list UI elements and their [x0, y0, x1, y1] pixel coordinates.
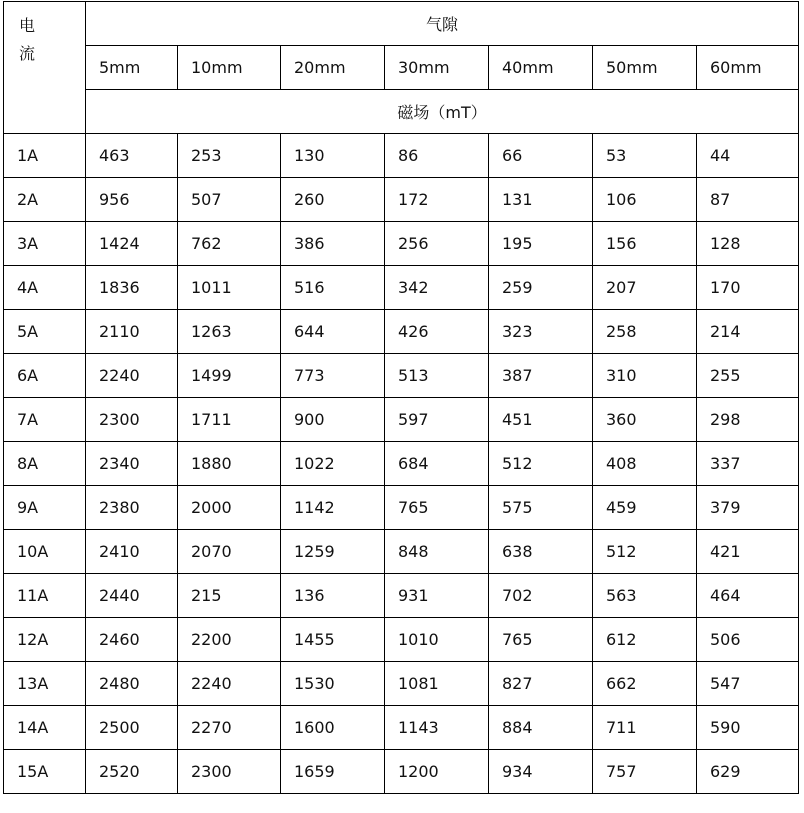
table-row	[4, 398, 799, 442]
field-value-cell: 53	[593, 134, 697, 178]
field-value-cell: 451	[489, 398, 593, 442]
field-value-cell: 1142	[281, 486, 385, 530]
table-row	[4, 354, 799, 398]
field-value-cell: 884	[489, 706, 593, 750]
gap-value-header: 60mm	[697, 46, 799, 90]
field-value-cell: 1263	[178, 310, 281, 354]
field-value-cell: 421	[697, 530, 799, 574]
field-value-cell: 597	[385, 398, 489, 442]
field-value-cell: 259	[489, 266, 593, 310]
table-row	[4, 662, 799, 706]
field-value-cell: 612	[593, 618, 697, 662]
field-value-cell: 156	[593, 222, 697, 266]
field-value-cell: 711	[593, 706, 697, 750]
table-row	[4, 310, 799, 354]
field-value-cell: 1259	[281, 530, 385, 574]
current-cell: 2A	[4, 178, 86, 222]
field-value-cell: 2270	[178, 706, 281, 750]
table-row	[4, 574, 799, 618]
field-value-cell: 44	[697, 134, 799, 178]
current-cell: 7A	[4, 398, 86, 442]
field-value-cell: 547	[697, 662, 799, 706]
field-value-cell: 1081	[385, 662, 489, 706]
field-value-cell: 1455	[281, 618, 385, 662]
field-value-cell: 66	[489, 134, 593, 178]
field-value-cell: 2520	[86, 750, 178, 794]
field-value-cell: 337	[697, 442, 799, 486]
gap-value-header: 30mm	[385, 46, 489, 90]
field-value-cell: 2110	[86, 310, 178, 354]
current-cell: 5A	[4, 310, 86, 354]
field-value-cell: 1200	[385, 750, 489, 794]
field-value-cell: 2460	[86, 618, 178, 662]
field-value-cell: 1022	[281, 442, 385, 486]
field-value-cell: 2240	[178, 662, 281, 706]
field-value-cell: 342	[385, 266, 489, 310]
field-value-cell: 644	[281, 310, 385, 354]
current-cell: 13A	[4, 662, 86, 706]
current-cell: 12A	[4, 618, 86, 662]
field-header: 磁场（mT）	[86, 90, 799, 134]
field-value-cell: 1499	[178, 354, 281, 398]
header-row-gap	[4, 2, 799, 46]
field-value-cell: 506	[697, 618, 799, 662]
field-value-cell: 2240	[86, 354, 178, 398]
field-value-cell: 773	[281, 354, 385, 398]
current-cell: 11A	[4, 574, 86, 618]
field-value-cell: 702	[489, 574, 593, 618]
field-value-cell: 86	[385, 134, 489, 178]
field-value-cell: 757	[593, 750, 697, 794]
field-value-cell: 195	[489, 222, 593, 266]
current-cell: 9A	[4, 486, 86, 530]
field-value-cell: 379	[697, 486, 799, 530]
field-value-cell: 1659	[281, 750, 385, 794]
field-value-cell: 128	[697, 222, 799, 266]
field-value-cell: 848	[385, 530, 489, 574]
gap-value-header: 20mm	[281, 46, 385, 90]
field-value-cell: 298	[697, 398, 799, 442]
current-cell: 10A	[4, 530, 86, 574]
current-label-char: 电	[19, 16, 36, 35]
field-value-cell: 1711	[178, 398, 281, 442]
field-value-cell: 172	[385, 178, 489, 222]
field-value-cell: 136	[281, 574, 385, 618]
field-value-cell: 2300	[178, 750, 281, 794]
current-label-char: 流	[19, 44, 36, 63]
gap-value-header: 5mm	[86, 46, 178, 90]
current-cell: 4A	[4, 266, 86, 310]
field-value-cell: 2440	[86, 574, 178, 618]
field-value-cell: 408	[593, 442, 697, 486]
field-value-cell: 1530	[281, 662, 385, 706]
field-value-cell: 1424	[86, 222, 178, 266]
field-value-cell: 762	[178, 222, 281, 266]
current-cell: 1A	[4, 134, 86, 178]
field-value-cell: 1143	[385, 706, 489, 750]
magnetic-field-table	[3, 1, 799, 794]
field-value-cell: 2000	[178, 486, 281, 530]
field-value-cell: 386	[281, 222, 385, 266]
table-row	[4, 442, 799, 486]
field-value-cell: 513	[385, 354, 489, 398]
field-value-cell: 765	[385, 486, 489, 530]
field-value-cell: 170	[697, 266, 799, 310]
field-value-cell: 253	[178, 134, 281, 178]
field-value-cell: 258	[593, 310, 697, 354]
field-value-cell: 512	[593, 530, 697, 574]
field-value-cell: 2380	[86, 486, 178, 530]
field-value-cell: 387	[489, 354, 593, 398]
table-row	[4, 750, 799, 794]
field-value-cell: 459	[593, 486, 697, 530]
field-value-cell: 255	[697, 354, 799, 398]
gap-value-header: 40mm	[489, 46, 593, 90]
field-value-cell: 1010	[385, 618, 489, 662]
field-value-cell: 765	[489, 618, 593, 662]
field-value-cell: 2340	[86, 442, 178, 486]
table-row	[4, 706, 799, 750]
table-row	[4, 134, 799, 178]
header-row-gap-values	[4, 46, 799, 90]
gap-header: 气隙	[86, 2, 799, 46]
field-value-cell: 662	[593, 662, 697, 706]
field-value-cell: 87	[697, 178, 799, 222]
field-value-cell: 215	[178, 574, 281, 618]
field-value-cell: 360	[593, 398, 697, 442]
field-value-cell: 2410	[86, 530, 178, 574]
field-value-cell: 507	[178, 178, 281, 222]
field-value-cell: 934	[489, 750, 593, 794]
current-cell: 3A	[4, 222, 86, 266]
field-value-cell: 256	[385, 222, 489, 266]
field-value-cell: 931	[385, 574, 489, 618]
field-value-cell: 512	[489, 442, 593, 486]
table-row	[4, 222, 799, 266]
field-value-cell: 260	[281, 178, 385, 222]
field-value-cell: 106	[593, 178, 697, 222]
gap-value-header: 10mm	[178, 46, 281, 90]
field-value-cell: 2200	[178, 618, 281, 662]
field-value-cell: 463	[86, 134, 178, 178]
field-value-cell: 1880	[178, 442, 281, 486]
field-value-cell: 1600	[281, 706, 385, 750]
table-row	[4, 266, 799, 310]
field-value-cell: 426	[385, 310, 489, 354]
field-value-cell: 464	[697, 574, 799, 618]
table-row	[4, 618, 799, 662]
field-value-cell: 956	[86, 178, 178, 222]
field-value-cell: 900	[281, 398, 385, 442]
field-value-cell: 1011	[178, 266, 281, 310]
field-value-cell: 629	[697, 750, 799, 794]
field-value-cell: 684	[385, 442, 489, 486]
field-value-cell: 2070	[178, 530, 281, 574]
field-value-cell: 2480	[86, 662, 178, 706]
field-value-cell: 2300	[86, 398, 178, 442]
header-row-field	[4, 90, 799, 134]
field-value-cell: 323	[489, 310, 593, 354]
field-value-cell: 130	[281, 134, 385, 178]
field-value-cell: 2500	[86, 706, 178, 750]
field-value-cell: 575	[489, 486, 593, 530]
current-cell: 14A	[4, 706, 86, 750]
field-value-cell: 131	[489, 178, 593, 222]
field-value-cell: 207	[593, 266, 697, 310]
table-row	[4, 486, 799, 530]
field-value-cell: 827	[489, 662, 593, 706]
table-row	[4, 178, 799, 222]
field-value-cell: 310	[593, 354, 697, 398]
field-value-cell: 563	[593, 574, 697, 618]
current-column-header	[4, 2, 86, 134]
current-cell: 6A	[4, 354, 86, 398]
field-value-cell: 516	[281, 266, 385, 310]
field-value-cell: 638	[489, 530, 593, 574]
field-value-cell: 1836	[86, 266, 178, 310]
field-value-cell: 214	[697, 310, 799, 354]
table-row	[4, 530, 799, 574]
gap-value-header: 50mm	[593, 46, 697, 90]
current-cell: 8A	[4, 442, 86, 486]
field-value-cell: 590	[697, 706, 799, 750]
current-cell: 15A	[4, 750, 86, 794]
